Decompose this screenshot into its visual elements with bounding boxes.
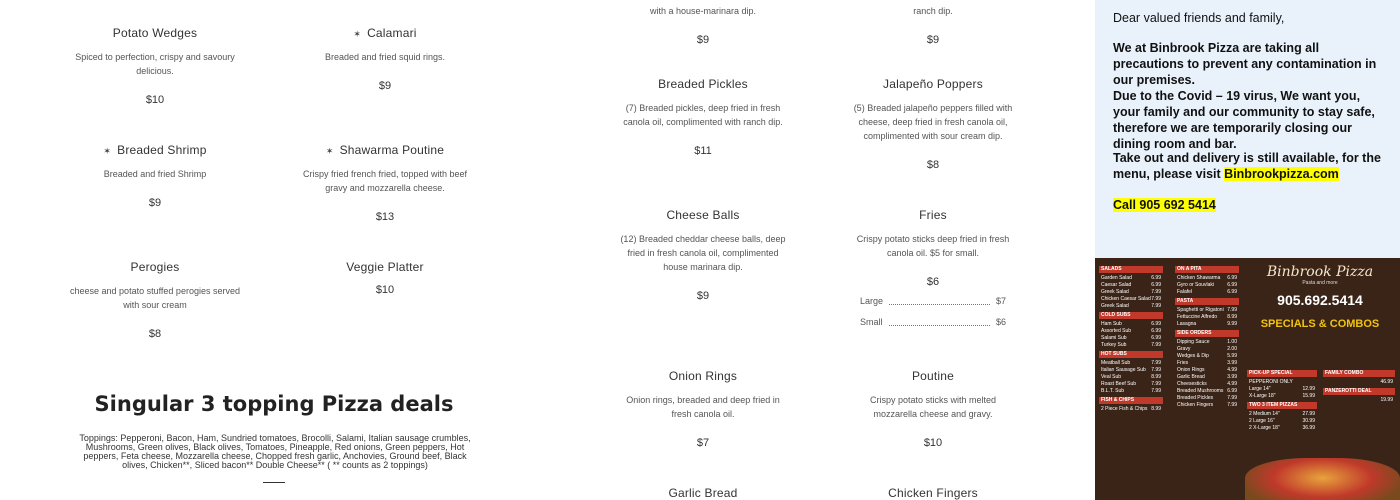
flyer-item-price: 6.99: [1227, 289, 1237, 295]
flyer-item-name: Breaded Mushrooms: [1177, 388, 1224, 394]
item-desc: Crispy fried french fried, topped with beef gravy and mozzarella cheese.: [302, 169, 468, 193]
flyer-menu-row: [1175, 307, 1239, 314]
item-title: Breaded Pickles: [658, 77, 748, 91]
item-price: $9: [696, 290, 710, 302]
item-desc: Crispy potato sticks with melted mozzarella cheese and gravy.: [869, 395, 997, 419]
flyer-section-heading: PICK-UP SPECIAL: [1247, 370, 1317, 377]
flyer-menu-row: [1099, 406, 1163, 413]
item-price: $7: [696, 437, 710, 449]
flyer-item-price: 36.99: [1302, 425, 1315, 431]
item-title: Veggie Platter: [346, 260, 424, 274]
item-price: $8: [926, 159, 940, 171]
flyer-item-price: 15.99: [1302, 393, 1315, 399]
flyer-menu-row: [1175, 395, 1239, 402]
item-desc: Spiced to perfection, crispy and savoury delicious.: [75, 52, 235, 76]
menu-item-potato-wedges: [70, 26, 240, 106]
flyer-section-heading: PASTA: [1175, 298, 1239, 305]
flyer-item-name: 2 Large 16": [1249, 418, 1275, 424]
flyer-menu-row: [1099, 360, 1163, 367]
menu-item-cheese-balls: [618, 208, 788, 302]
flyer-menu-row: [1175, 346, 1239, 353]
flyer-item-name: Spaghetti or Rigatoni: [1177, 307, 1224, 313]
flyer-column-3: [1247, 368, 1317, 432]
flyer-tagline: Pasta and more: [1302, 280, 1338, 286]
flyer-menu-row: [1175, 374, 1239, 381]
flyer-column-1: [1099, 264, 1163, 413]
flyer-menu-row: [1099, 303, 1163, 310]
flyer-menu-row: [1099, 335, 1163, 342]
flyer-item-name: Gyro or Souvlaki: [1177, 282, 1214, 288]
dot-leader: [889, 325, 990, 326]
flyer-item-price: 7.99: [1151, 342, 1161, 348]
size-label: Small: [860, 317, 883, 327]
size-price: $6: [995, 317, 1006, 327]
flyer-menu-row: [1175, 314, 1239, 321]
pizza-deal-title: Singular 3 topping Pizza deals: [94, 392, 454, 416]
menu-item-onion-rings: [618, 369, 788, 449]
flyer-item-name: Cheesesticks: [1177, 381, 1207, 387]
flyer-item-price: 19.99: [1380, 397, 1393, 403]
item-price: $9: [926, 34, 940, 46]
flyer-item-name: B.L.T. Sub: [1101, 388, 1125, 394]
menu-item-shawarma-poutine: [300, 143, 470, 223]
flyer-menu-row: [1247, 418, 1317, 425]
flyer-menu-row: [1247, 411, 1317, 418]
covid-notice-panel: [1095, 0, 1400, 258]
menu-flyer-image[interactable]: [1095, 258, 1400, 500]
flyer-item-price: 27.99: [1302, 411, 1315, 417]
flyer-item-price: 7.99: [1151, 360, 1161, 366]
item-title: Fries: [919, 208, 947, 222]
flyer-menu-row: [1247, 386, 1317, 393]
flyer-menu-row: [1099, 321, 1163, 328]
flyer-item-price: 8.99: [1151, 374, 1161, 380]
flyer-item-price: 7.99: [1227, 395, 1237, 401]
flyer-item-name: Wedges & Dip: [1177, 353, 1209, 359]
fries-size-large: [860, 296, 1006, 306]
flyer-item-name: Gravy: [1177, 346, 1191, 352]
menu-item-breaded-shrimp: [70, 143, 240, 209]
website-link[interactable]: Binbrookpizza.com: [1224, 167, 1339, 181]
menu-item-partial-1: [618, 0, 788, 46]
flyer-item-price: 7.99: [1151, 289, 1161, 295]
flyer-menu-row: [1175, 388, 1239, 395]
flyer-menu-row: [1247, 425, 1317, 432]
flyer-item-price: 30.99: [1302, 418, 1315, 424]
item-desc: ranch dip.: [913, 6, 953, 16]
item-price: $10: [145, 94, 165, 106]
item-desc: Breaded and fried Shrimp: [103, 169, 207, 179]
flyer-item-price: 7.99: [1151, 381, 1161, 387]
flyer-item-price: 46.99: [1380, 379, 1393, 385]
flyer-banner: SPECIALS & COMBOS: [1260, 318, 1380, 330]
flyer-item-name: Ham Sub: [1101, 321, 1122, 327]
notice-precautions: We at Binbrook Pizza are taking all precautions to prevent any contamination in our premises.: [1113, 41, 1377, 87]
flyer-item-price: 3.99: [1227, 374, 1237, 380]
item-desc: with a house-marinara dip.: [649, 6, 757, 16]
flyer-item-name: X-Large 18": [1249, 393, 1276, 399]
item-title: Shawarma Poutine: [339, 143, 445, 157]
flyer-item-name: Chicken Caesar Salad: [1101, 296, 1151, 302]
flyer-brand: Binbrook Pizza: [1266, 264, 1374, 280]
flyer-item-price: 6.99: [1151, 328, 1161, 334]
menu-item-calamari: [300, 26, 470, 92]
flyer-item-name: Chicken Fingers: [1177, 402, 1214, 408]
flyer-item-price: 6.99: [1227, 388, 1237, 394]
flyer-item-name: Greek Salad: [1101, 289, 1129, 295]
flyer-menu-row: [1099, 367, 1163, 374]
pizza-photo: [1245, 458, 1400, 500]
flyer-menu-row: [1175, 367, 1239, 374]
item-desc: Breaded and fried squid rings.: [324, 52, 446, 62]
flyer-menu-row: [1323, 379, 1395, 386]
flyer-menu-row: [1099, 342, 1163, 349]
item-title: Calamari: [367, 26, 417, 40]
flyer-item-price: 6.99: [1151, 335, 1161, 341]
notice-phone: [1113, 197, 1389, 213]
flyer-item-price: 6.99: [1151, 282, 1161, 288]
menu-item-veggie-platter: [300, 260, 470, 296]
flyer-item-name: 2 Medium 14": [1249, 411, 1280, 417]
flyer-item-name: PEPPERONI ONLY: [1249, 379, 1293, 385]
flyer-menu-row: [1323, 397, 1395, 404]
flyer-item-price: 7.99: [1151, 367, 1161, 373]
flyer-item-name: Onion Rings: [1177, 367, 1205, 373]
item-desc: Onion rings, breaded and deep fried in fresh canola oil.: [626, 395, 780, 419]
flyer-item-name: Falafel: [1177, 289, 1193, 295]
flyer-item-name: Breaded Pickles: [1177, 395, 1214, 401]
menu-item-fries: [848, 208, 1018, 288]
flyer-item-name: Fettuccine Alfredo: [1177, 314, 1218, 320]
item-price: $6: [926, 276, 940, 288]
flyer-item-price: 6.99: [1227, 282, 1237, 288]
item-price: $9: [378, 80, 392, 92]
item-price: $9: [696, 34, 710, 46]
flyer-item-price: 5.99: [1227, 353, 1237, 359]
notice-covid-closure: Due to the Covid – 19 virus, We want you, your family and our community to stay safe, therefore we are temporarily closing our dining room and bar.: [1113, 89, 1375, 151]
flyer-item-price: 6.99: [1151, 321, 1161, 327]
star-icon: ✶: [325, 146, 334, 156]
flyer-item-name: Assorted Sub: [1101, 328, 1132, 334]
flyer-column-4: [1323, 368, 1395, 404]
flyer-item-name: Garden Salad: [1101, 275, 1132, 281]
flyer-section-heading: FAMILY COMBO: [1323, 370, 1395, 377]
flyer-menu-row: [1175, 275, 1239, 282]
flyer-header: [1245, 264, 1395, 330]
flyer-menu-row: [1175, 282, 1239, 289]
size-price: $7: [995, 296, 1006, 306]
item-title: Poutine: [911, 369, 955, 383]
menu-item-jalapeno-poppers: [848, 77, 1018, 171]
flyer-section-heading: PANZEROTTI DEAL: [1323, 388, 1395, 395]
flyer-item-name: Roast Beef Sub: [1101, 381, 1137, 387]
size-label: Large: [860, 296, 884, 306]
menu-item-garlic-bread: [618, 486, 788, 500]
flyer-item-price: 12.99: [1302, 386, 1315, 392]
dot-leader: [889, 304, 990, 305]
item-price: $9: [148, 197, 162, 209]
flyer-item-price: 4.99: [1227, 381, 1237, 387]
notice-greeting: Dear valued friends and family,: [1113, 11, 1285, 25]
item-title: Onion Rings: [668, 369, 738, 383]
flyer-item-name: Turkey Sub: [1101, 342, 1127, 348]
item-price: $10: [923, 437, 943, 449]
flyer-item-price: 8.99: [1227, 314, 1237, 320]
flyer-menu-row: [1175, 321, 1239, 328]
flyer-item-name: Italian Sausage Sub: [1101, 367, 1146, 373]
flyer-section-heading: FISH & CHIPS: [1099, 397, 1163, 404]
flyer-section-heading: TWO 3 ITEM PIZZAS: [1247, 402, 1317, 409]
flyer-menu-row: [1099, 388, 1163, 395]
flyer-menu-row: [1175, 339, 1239, 346]
flyer-menu-row: [1099, 282, 1163, 289]
flyer-section-heading: SIDE ORDERS: [1175, 330, 1239, 337]
flyer-item-price: 3.99: [1227, 360, 1237, 366]
menu-item-poutine: [848, 369, 1018, 449]
flyer-column-2: [1175, 264, 1239, 409]
item-title: Potato Wedges: [112, 26, 198, 40]
flyer-item-price: 2.00: [1227, 346, 1237, 352]
item-price: $11: [694, 145, 712, 157]
item-title: Garlic Bread: [668, 486, 738, 500]
divider: [263, 482, 285, 483]
flyer-item-price: 6.99: [1151, 275, 1161, 281]
flyer-section-heading: HOT SUBS: [1099, 351, 1163, 358]
item-title: Cheese Balls: [666, 208, 740, 222]
flyer-item-name: Greek Salad: [1101, 303, 1129, 309]
flyer-menu-row: [1099, 381, 1163, 388]
item-price: $8: [148, 328, 162, 340]
flyer-item-name: Chicken Shawarma: [1177, 275, 1221, 281]
item-desc: (12) Breaded cheddar cheese balls, deep fried in fresh canola oil, complimented house marinara dip.: [620, 234, 786, 272]
flyer-menu-row: [1099, 275, 1163, 282]
item-desc: (5) Breaded jalapeño peppers filled with cheese, deep fried in fresh canola oil, complimented with sour cream dip.: [853, 103, 1013, 141]
item-title: Perogies: [130, 260, 180, 274]
flyer-menu-row: [1175, 381, 1239, 388]
flyer-item-price: 7.99: [1227, 307, 1237, 313]
flyer-item-price: 4.99: [1227, 367, 1237, 373]
flyer-menu-row: [1099, 289, 1163, 296]
item-desc: (7) Breaded pickles, deep fried in fresh canola oil, complimented with ranch dip.: [623, 103, 783, 127]
menu-item-perogies: [65, 260, 245, 340]
flyer-menu-row: [1175, 289, 1239, 296]
flyer-menu-row: [1175, 353, 1239, 360]
star-icon: ✶: [353, 29, 362, 39]
flyer-item-price: 7.99: [1151, 296, 1161, 302]
flyer-menu-row: [1175, 402, 1239, 409]
flyer-section-heading: SALADS: [1099, 266, 1163, 273]
flyer-item-name: Salami Sub: [1101, 335, 1127, 341]
flyer-item-price: 7.99: [1227, 402, 1237, 408]
star-icon: ✶: [103, 146, 112, 156]
flyer-item-name: 2 X-Large 18": [1249, 425, 1280, 431]
call-phone-link[interactable]: Call 905 692 5414: [1113, 198, 1216, 212]
flyer-menu-row: [1247, 379, 1317, 386]
flyer-item-price: 8.99: [1151, 406, 1161, 412]
notice-takeout-text: Take out and delivery is still available, for the menu, please visit: [1113, 151, 1381, 181]
flyer-item-name: 2 Piece Fish & Chips: [1101, 406, 1148, 412]
flyer-item-name: Lasagna: [1177, 321, 1197, 327]
flyer-phone: 905.692.5414: [1277, 292, 1363, 308]
item-price: $10: [375, 284, 395, 296]
flyer-item-price: 6.99: [1227, 275, 1237, 281]
pizza-deal-toppings: Toppings: Pepperoni, Bacon, Ham, Sundried tomatoes, Brocolli, Salami, Italian sausage crumbles, Mushrooms, Green olives, Black olives, Tomatoes, Pineapple, Red onions, Green peppers, Hot peppers, Feta cheese, Mozzarella cheese, Chopped fresh garlic, Anchovies, Ground beef, Black olives, Chicken**, Sliced bacon** Double Cheese** ( ** counts as 2 toppings): [79, 433, 471, 470]
flyer-item-name: Veal Sub: [1101, 374, 1122, 380]
fries-size-small: [860, 317, 1006, 327]
menu-item-chicken-fingers: [848, 486, 1018, 500]
flyer-menu-row: [1099, 374, 1163, 381]
flyer-item-name: Meatball Sub: [1101, 360, 1131, 366]
flyer-item-name: Fries: [1177, 360, 1189, 366]
menu-item-breaded-pickles: [618, 77, 788, 157]
flyer-menu-row: [1099, 328, 1163, 335]
flyer-section-heading: ON A PITA: [1175, 266, 1239, 273]
item-title: Chicken Fingers: [888, 486, 978, 500]
item-desc: cheese and potato stuffed perogies served with sour cream: [70, 286, 240, 310]
notice-takeout: [1113, 150, 1389, 182]
menu-item-partial-2: [848, 0, 1018, 46]
flyer-item-name: Garlic Bread: [1177, 374, 1205, 380]
flyer-item-price: 1.00: [1227, 339, 1237, 345]
flyer-item-price: 9.99: [1227, 321, 1237, 327]
flyer-item-price: 7.99: [1151, 388, 1161, 394]
flyer-section-heading: COLD SUBS: [1099, 312, 1163, 319]
item-price: $13: [375, 211, 395, 223]
item-desc: Crispy potato sticks deep fried in fresh canola oil. $5 for small.: [856, 234, 1010, 258]
flyer-item-name: Large 14": [1249, 386, 1271, 392]
flyer-menu-row: [1175, 360, 1239, 367]
flyer-item-name: Dipping Sauce: [1177, 339, 1210, 345]
flyer-item-price: 7.99: [1151, 303, 1161, 309]
flyer-item-name: Caesar Salad: [1101, 282, 1132, 288]
flyer-menu-row: [1247, 393, 1317, 400]
item-title: Jalapeño Poppers: [883, 77, 983, 91]
item-title: Breaded Shrimp: [117, 143, 207, 157]
flyer-menu-row: [1099, 296, 1163, 303]
